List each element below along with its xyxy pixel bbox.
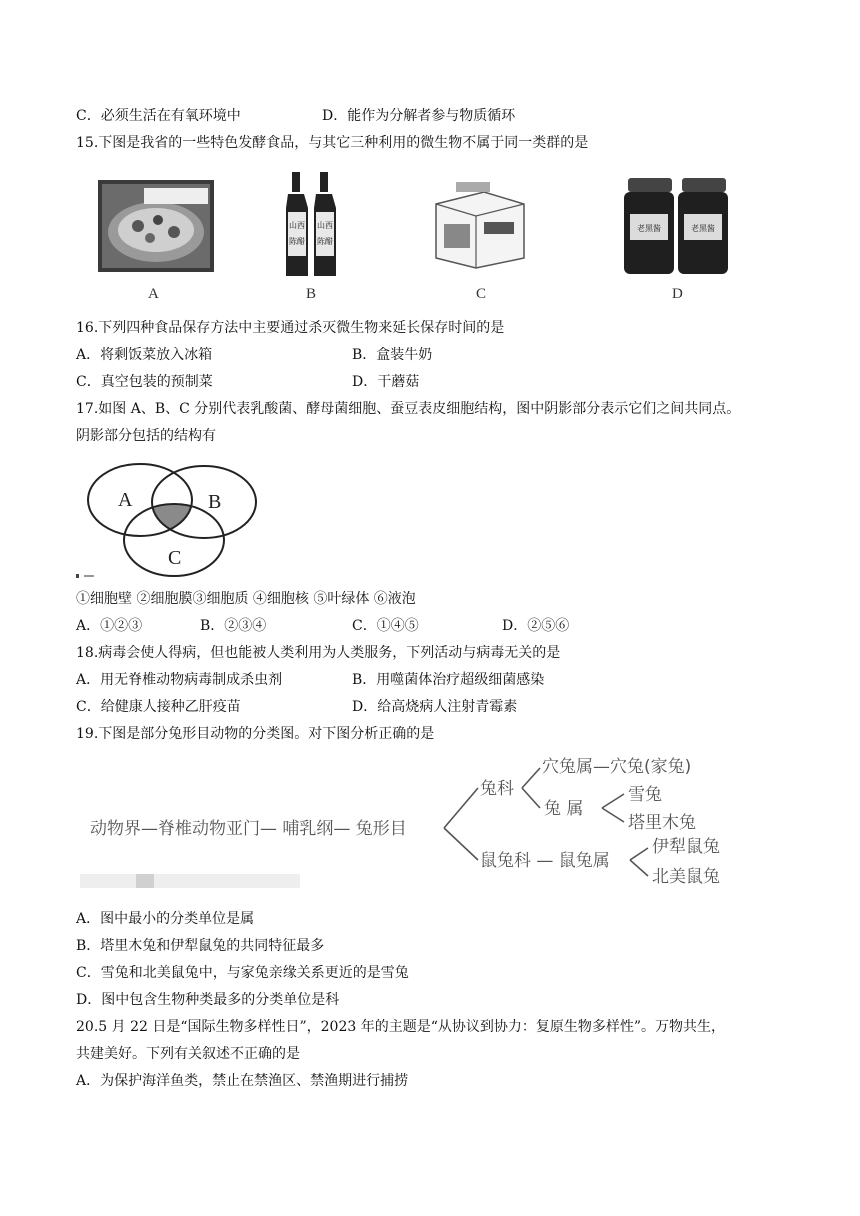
- q19-option-a: A．图中最小的分类单位是属: [76, 911, 255, 927]
- q16-option-a: A．将剩饭菜放入冰箱: [76, 347, 213, 363]
- venn-label-c: C: [168, 547, 182, 569]
- q20-stem-line2: 共建美好。下列有关叙述不正确的是: [76, 1046, 300, 1062]
- q17-option-c: C．①④⑤: [352, 618, 419, 634]
- q19-classification-tree: [80, 748, 760, 898]
- q18-option-a: A．用无脊椎动物病毒制成杀虫剂: [76, 672, 283, 688]
- tree-chain: 动物界—脊椎动物亚门— 哺乳纲— 兔形目: [90, 819, 407, 839]
- svg-text:陈醋: 陈醋: [289, 237, 305, 246]
- tree-genus-2: 兔 属: [544, 799, 584, 819]
- venn-label-a: A: [118, 489, 133, 511]
- q20-stem-line1: 20.5 月 22 日是“国际生物多样性日”，2023 年的主题是“从协议到协力：复原生物多样性”。万物共生，: [76, 1019, 726, 1035]
- tree-branch-genus2: [602, 794, 624, 822]
- q17-venn-diagram: [76, 460, 266, 584]
- q18-option-c: C．给健康人接种乙肝疫苗: [76, 699, 241, 715]
- q16-option-c: C．真空包装的预制菜: [76, 374, 213, 390]
- tree-family-2: 鼠兔科 — 鼠兔属: [480, 851, 610, 871]
- q16-option-b: B．盒装牛奶: [352, 347, 433, 363]
- q14-option-d: D．能作为分解者参与物质循环: [322, 108, 516, 124]
- venn-label-b: B: [208, 491, 222, 513]
- q15-label-c: C: [476, 286, 487, 302]
- q15-image-a: [98, 180, 214, 272]
- q17-option-b: B．②③④: [200, 618, 267, 634]
- q19-option-b: B．塔里木兔和伊犁鼠兔的共同特征最多: [76, 938, 325, 954]
- svg-text:陈醋: 陈醋: [317, 237, 333, 246]
- svg-text:山西: 山西: [289, 221, 305, 230]
- tree-branch-genus3: [630, 848, 648, 876]
- q18-option-d: D．给高烧病人注射青霉素: [352, 699, 518, 715]
- q19-option-d: D．图中包含生物种类最多的分类单位是科: [76, 992, 340, 1008]
- tree-genus-1: 穴兔属—穴兔(家兔): [542, 757, 692, 777]
- tree-species-2: 塔里木兔: [628, 813, 696, 833]
- venn-circle-b: [152, 466, 256, 538]
- q20-option-a: A．为保护海洋鱼类，禁止在禁渔区、禁渔期进行捕捞: [76, 1073, 409, 1089]
- q15-image-d: [624, 178, 730, 274]
- q19-stem: 19.下图是部分兔形目动物的分类图。对下图分析正确的是: [76, 726, 435, 742]
- svg-text:老黑酱: 老黑酱: [691, 224, 715, 233]
- tree-species-4: 北美鼠兔: [652, 867, 720, 887]
- venn-circle-a: [88, 464, 192, 536]
- q14-option-c: C．必须生活在有氧环境中: [76, 108, 241, 124]
- q15-image-c: [426, 182, 528, 270]
- q17-option-d: D．②⑤⑥: [502, 618, 570, 634]
- q19-option-c: C．雪兔和北美鼠兔中，与家兔亲缘关系更近的是雪兔: [76, 965, 409, 981]
- q17-stem-line2: 阴影部分包括的结构有: [76, 428, 216, 444]
- tree-family-1: 兔科: [480, 779, 514, 799]
- q17-option-a: A．①②③: [76, 618, 143, 634]
- q16-stem: 16.下列四种食品保存方法中主要通过杀灭微生物来延长保存时间的是: [76, 320, 505, 336]
- tree-branch-family1: [522, 768, 540, 808]
- q18-stem: 18.病毒会使人得病，但也能被人类利用为人类服务，下列活动与病毒无关的是: [76, 645, 561, 661]
- q15-label-a: A: [148, 286, 159, 302]
- q18-option-b: B．用噬菌体治疗超级细菌感染: [352, 672, 545, 688]
- tree-species-1: 雪兔: [628, 785, 662, 805]
- svg-text:山西: 山西: [317, 221, 333, 230]
- tree-branch-order: [444, 788, 478, 860]
- svg-text:老黑酱: 老黑酱: [637, 224, 661, 233]
- q16-option-d: D．干蘑菇: [352, 374, 420, 390]
- q17-stem-line1: 17.如图 A、B、C 分别代表乳酸菌、酵母菌细胞、蚕豆表皮细胞结构，图中阴影部分表示它们之间共同点。: [76, 401, 741, 417]
- q15-label-d: D: [672, 286, 683, 302]
- q15-image-b: [286, 172, 342, 278]
- tree-species-3: 伊犁鼠兔: [652, 837, 720, 857]
- q15-stem: 15.下图是我省的一些特色发酵食品，与其它三种利用的微生物不属于同一类群的是: [76, 135, 589, 151]
- q17-items: ①细胞壁 ②细胞膜③细胞质 ④细胞核 ⑤叶绿体 ⑥液泡: [76, 591, 416, 607]
- q15-label-b: B: [306, 286, 317, 302]
